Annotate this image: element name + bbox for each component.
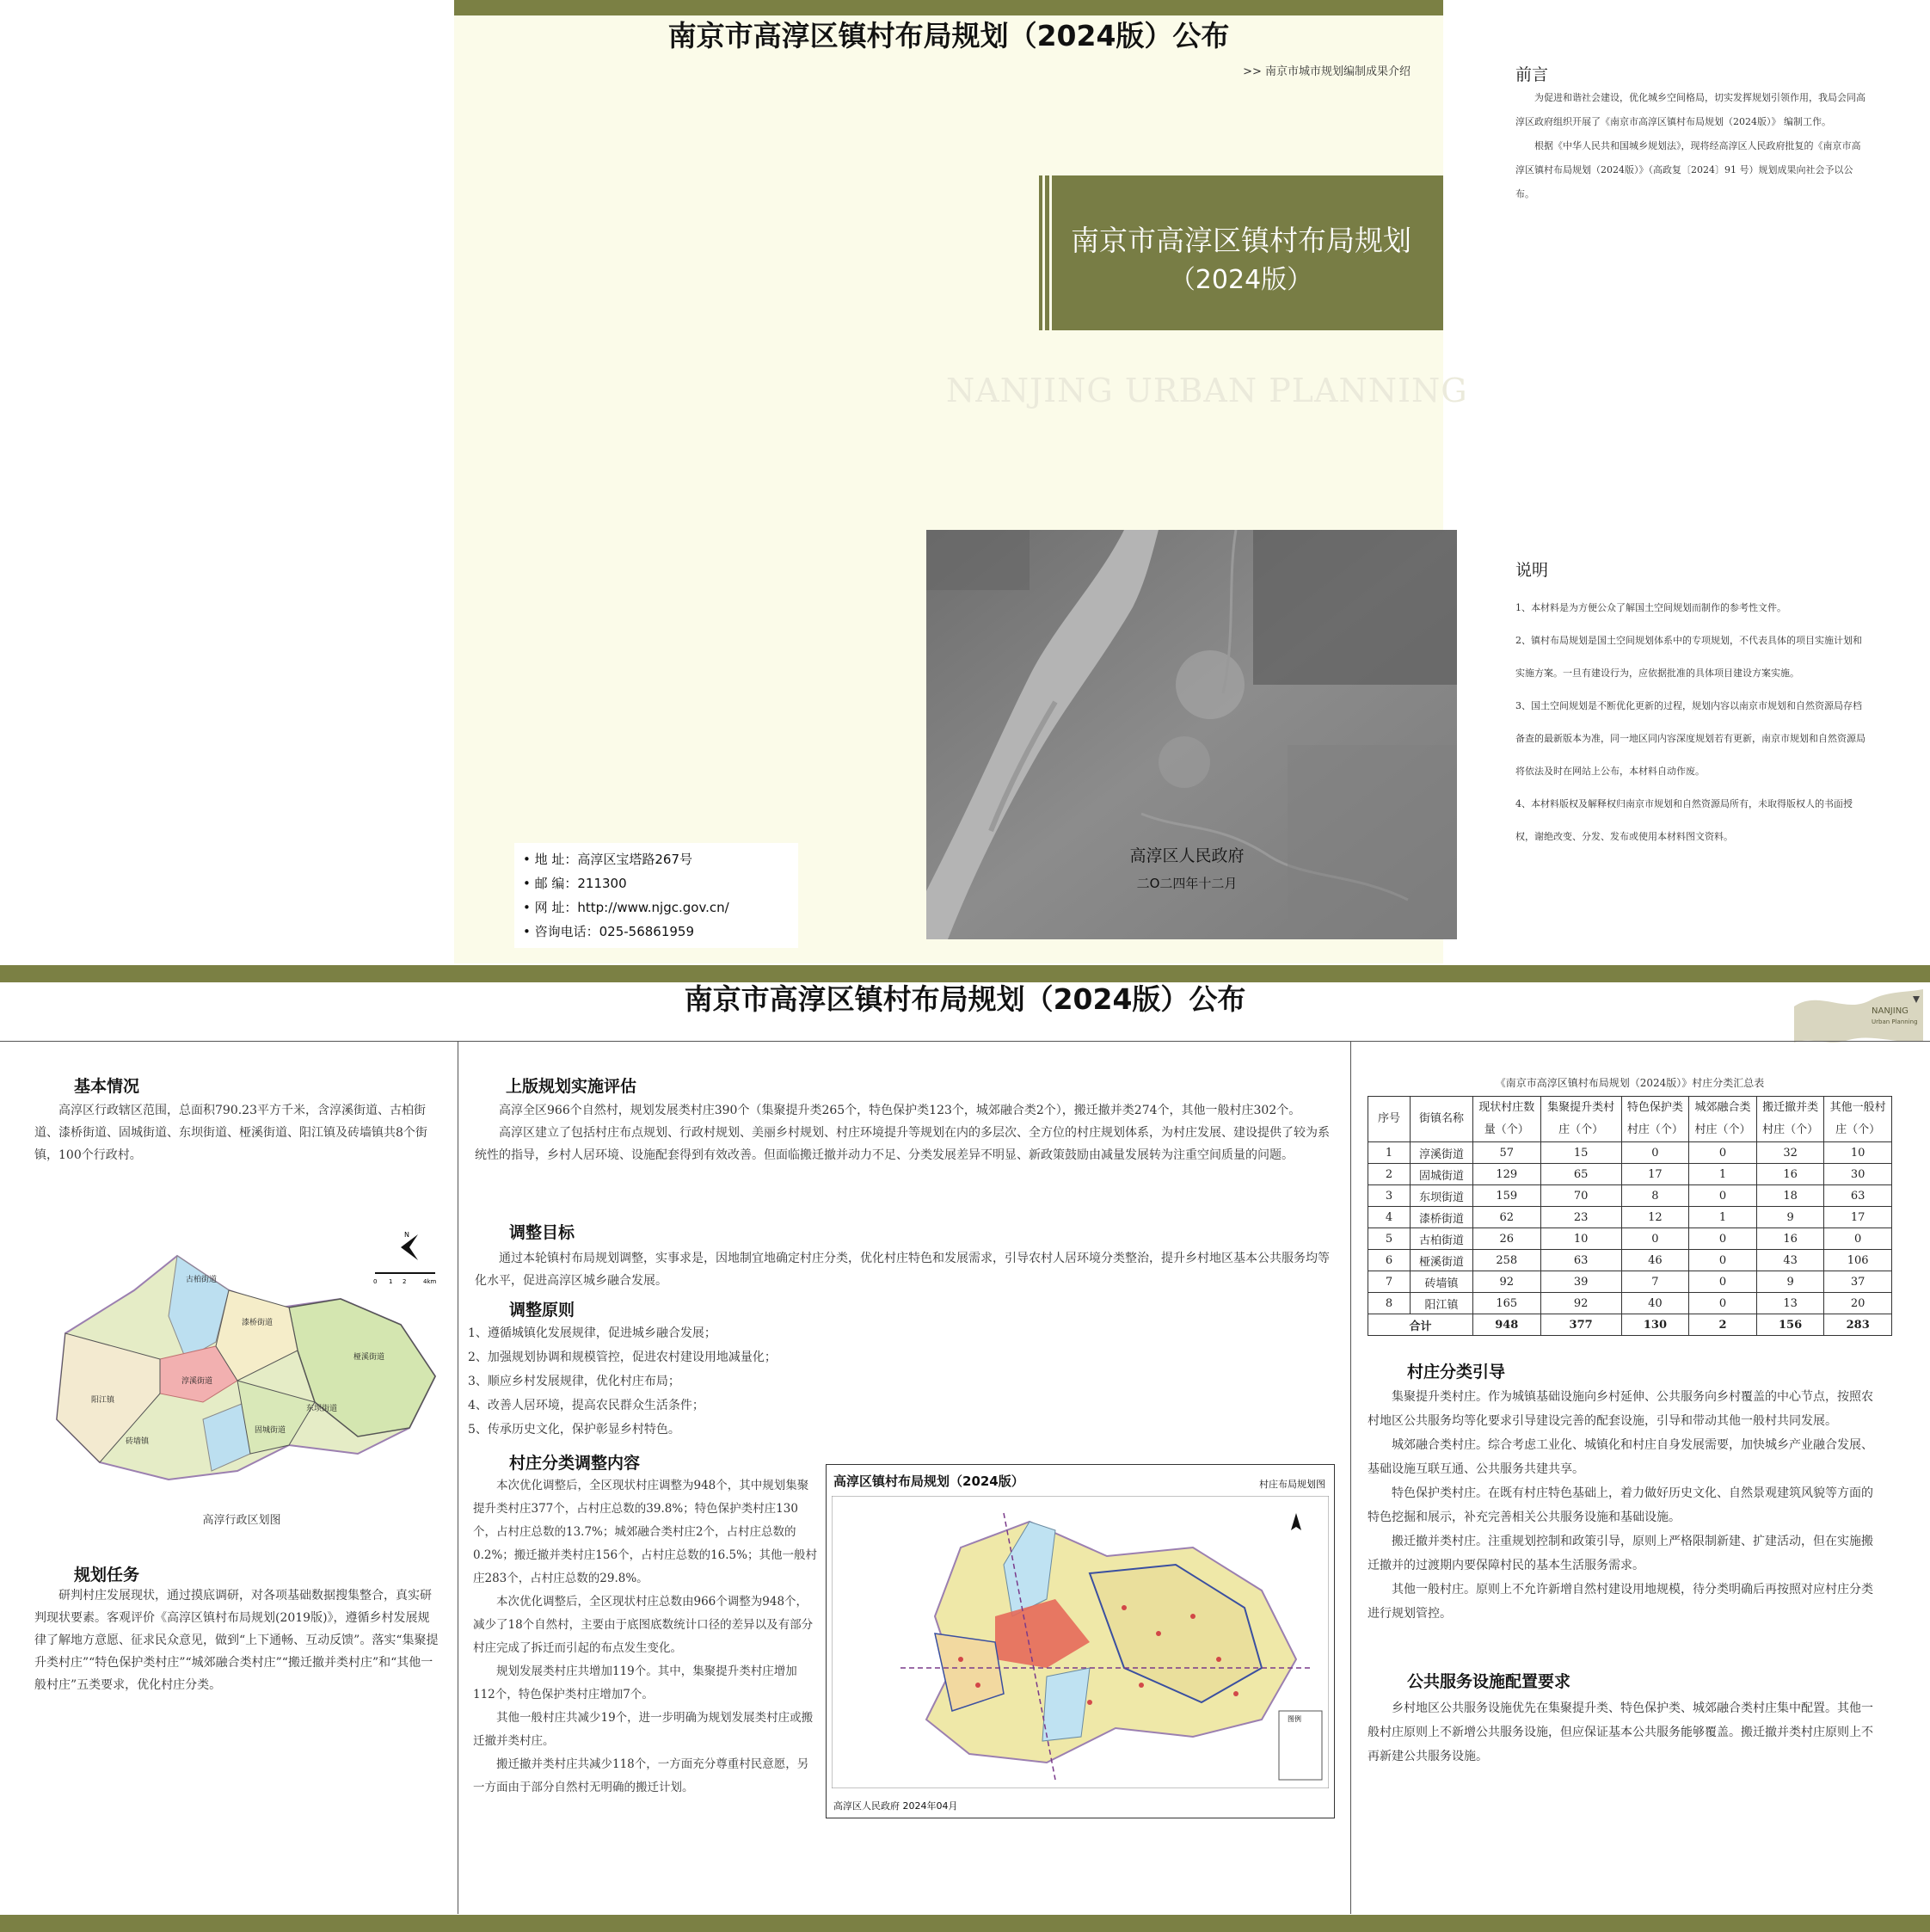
preface-body bbox=[1515, 86, 1868, 206]
scale-label: 0 bbox=[373, 1278, 378, 1285]
principle-item: 5、传承历史文化，保护彰显乡村特色。 bbox=[468, 1423, 680, 1437]
table-header-cell bbox=[1756, 1097, 1824, 1142]
table-header-text: 庄（个） bbox=[1835, 1123, 1881, 1136]
map-label: 古柏街道 bbox=[186, 1276, 218, 1284]
map-label: 漆桥街道 bbox=[242, 1319, 274, 1327]
table-cell: 6 bbox=[1368, 1250, 1411, 1271]
contact-phone: • 咨询电话：025-56861959 bbox=[523, 924, 695, 939]
table-header-cell bbox=[1540, 1097, 1621, 1142]
table-total-cell: 2 bbox=[1689, 1314, 1757, 1336]
plan-map-footer: 高淳区人民政府 2024年04月 bbox=[833, 1800, 958, 1812]
table-cell: 92 bbox=[1540, 1293, 1621, 1314]
table-cell: 92 bbox=[1473, 1271, 1541, 1293]
table-cell: 2 bbox=[1368, 1164, 1411, 1185]
table-cell: 37 bbox=[1824, 1271, 1892, 1293]
table-cell: 漆桥街道 bbox=[1411, 1207, 1473, 1228]
principles-heading: 调整原则 bbox=[509, 1301, 575, 1320]
scale-label: 2 bbox=[403, 1278, 407, 1285]
adjust-heading: 村庄分类调整内容 bbox=[509, 1454, 641, 1473]
table-cell: 7 bbox=[1621, 1271, 1689, 1293]
bottom-top-bar bbox=[0, 965, 1930, 982]
table-cell: 古柏街道 bbox=[1411, 1228, 1473, 1250]
table-cell: 258 bbox=[1473, 1250, 1541, 1271]
table-cell: 30 bbox=[1824, 1164, 1892, 1185]
principle-item: 1、遵循城镇化发展规律，促进城乡融合发展； bbox=[468, 1326, 716, 1340]
note-item: 2、镇村布局规划是国土空间规划体系中的专项规划，不代表具体的项目实施计划和实施方案。一旦有建设行为，应依据批准的具体项目建设方案实施。 bbox=[1515, 635, 1862, 679]
guide-paragraph: 其他一般村庄。原则上不允许新增自然村建设用地规模，待分类明确后再按照对应村庄分类进行规划管控。 bbox=[1368, 1583, 1873, 1621]
compass-icon bbox=[401, 1231, 418, 1260]
table-header-text: 城郊融合类 bbox=[1694, 1101, 1751, 1114]
cover-title: 南京市高淳区镇村布局规划（2024版）公布 bbox=[667, 19, 1230, 52]
table-cell: 16 bbox=[1756, 1164, 1824, 1185]
table-cell: 砖墙镇 bbox=[1411, 1271, 1473, 1293]
table-row bbox=[1368, 1271, 1892, 1293]
basic-text bbox=[34, 1099, 440, 1166]
table-cell: 10 bbox=[1540, 1228, 1621, 1250]
table-header-text: 村庄（个） bbox=[1762, 1123, 1819, 1136]
table-total-cell: 283 bbox=[1824, 1314, 1892, 1336]
cover-top-bar bbox=[454, 0, 1443, 15]
contact-postcode: • 邮 编：211300 bbox=[523, 876, 627, 891]
note-item: 4、本材料版权及解释权归南京市规划和自然资源局所有，未取得版权人的书面授权，谢绝改变、分发、发布或使用本材料图文资料。 bbox=[1515, 798, 1853, 842]
plan-map-title: 高淳区镇村布局规划（2024版） bbox=[833, 1474, 1024, 1489]
preface-paragraph: 根据《中华人民共和国城乡规划法》，现将经高淳区人民政府批复的《南京市高淳区镇村布局规划（2024版）》（高政复〔2024〕91 号）规划成果向社会予以公布。 bbox=[1515, 140, 1861, 200]
contact-address: • 地 址：高淳区宝塔路267号 bbox=[523, 852, 693, 867]
table-cell: 18 bbox=[1756, 1185, 1824, 1207]
table-cell: 1 bbox=[1689, 1164, 1757, 1185]
table-cell: 20 bbox=[1824, 1293, 1892, 1314]
logo-text: NANJING bbox=[1872, 1006, 1908, 1016]
guide-paragraph: 特色保护类村庄。在既有村庄特色基础上，着力做好历史文化、自然景观建筑风貌等方面的特色挖掘和展示，补充完善相关公共服务设施和基础设施。 bbox=[1368, 1486, 1873, 1524]
guide-paragraph: 搬迁撤并类村庄。注重规划控制和政策引导，原则上严格限制新建、扩建活动，但在实施搬迁撤并的过渡期内要保障村民的基本生活服务需求。 bbox=[1368, 1535, 1873, 1572]
table-header-text: 村庄（个） bbox=[1694, 1123, 1751, 1136]
table-header-cell bbox=[1473, 1097, 1541, 1142]
table-cell: 1 bbox=[1368, 1142, 1411, 1164]
task-text bbox=[34, 1584, 440, 1696]
guide-heading: 村庄分类引导 bbox=[1407, 1363, 1506, 1381]
table-cell: 0 bbox=[1689, 1228, 1757, 1250]
table-cell: 0 bbox=[1824, 1228, 1892, 1250]
adjust-paragraph: 本次优化调整后，全区现状村庄总数由966个调整为948个，减少了18个自然村，主要由于底图底数统计口径的差异以及有部分村庄完成了拆迁而引起的布点发生变化。 bbox=[473, 1595, 814, 1655]
adjust-paragraph: 本次优化调整后，全区现状村庄调整为948个，其中规划集聚提升类村庄377个，占村庄总数的39.8%；特色保护类村庄130个，占村庄总数的13.7%；城郊融合类村庄2个，占村庄总数的0.2%；搬迁撤并类村庄156个，占村庄总数的16.5%；其他一般村庄283个，占村庄总数的29.8%。 bbox=[473, 1479, 817, 1585]
table-row bbox=[1368, 1142, 1892, 1164]
principles-list bbox=[468, 1321, 1328, 1442]
goal-text bbox=[475, 1247, 1335, 1292]
cover-subnav-link[interactable]: >> 南京市城市规划编制成果介绍 bbox=[1243, 65, 1411, 78]
evaluation-text bbox=[475, 1099, 1335, 1166]
table-cell: 39 bbox=[1540, 1271, 1621, 1293]
plan-title-line1: 南京市高淳区镇村布局规划 bbox=[1071, 224, 1411, 257]
table-cell: 165 bbox=[1473, 1293, 1541, 1314]
table-header-cell bbox=[1689, 1097, 1757, 1142]
table-total-cell: 合计 bbox=[1368, 1314, 1473, 1336]
map-label: 淳溪街道 bbox=[181, 1377, 213, 1386]
north-label: N bbox=[404, 1231, 409, 1239]
table-cell: 40 bbox=[1621, 1293, 1689, 1314]
guide-paragraph: 集聚提升类村庄。作为城镇基础设施向乡村延伸、公共服务向乡村覆盖的中心节点，按照农村地区公共服务均等化要求引导建设完善的配套设施，引导和带动其他一般村共同发展。 bbox=[1368, 1390, 1873, 1428]
logo-subtext: Urban Planning bbox=[1872, 1018, 1918, 1025]
principle-item: 4、改善人居环境，提高农民群众生活条件； bbox=[468, 1399, 704, 1412]
bottom-title: 南京市高淳区镇村布局规划（2024版）公布 bbox=[684, 982, 1246, 1016]
table-total-row bbox=[1368, 1314, 1892, 1336]
principle-item: 3、顺应乡村发展规律，优化村庄布局； bbox=[468, 1375, 680, 1388]
table-row bbox=[1368, 1164, 1892, 1185]
table-header-cell bbox=[1621, 1097, 1689, 1142]
bottom-bottom-bar bbox=[0, 1915, 1930, 1932]
table-total-cell: 130 bbox=[1621, 1314, 1689, 1336]
table-row bbox=[1368, 1228, 1892, 1250]
map-label: 固城街道 bbox=[255, 1426, 286, 1435]
table-cell: 0 bbox=[1689, 1185, 1757, 1207]
table-cell: 8 bbox=[1621, 1185, 1689, 1207]
table-row bbox=[1368, 1185, 1892, 1207]
table-cell: 0 bbox=[1621, 1142, 1689, 1164]
table-cell: 0 bbox=[1621, 1228, 1689, 1250]
table-cell: 3 bbox=[1368, 1185, 1411, 1207]
watermark-text: NANJING URBAN PLANNING bbox=[946, 372, 1468, 409]
table-header-text: 量（个） bbox=[1484, 1123, 1529, 1136]
map-label: 桠溪街道 bbox=[353, 1353, 385, 1362]
facility-paragraph: 乡村地区公共服务设施优先在集聚提升类、特色保护类、城郊融合类村庄集中配置。其他一般村庄原则上不新增公共服务设施，但应保证基本公共服务能够覆盖。搬迁撤并类村庄原则上不再新建公共服务设施。 bbox=[1368, 1701, 1873, 1763]
evaluation-heading: 上版规划实施评估 bbox=[506, 1077, 637, 1096]
table-cell: 17 bbox=[1621, 1164, 1689, 1185]
adjust-paragraph: 搬迁撤并类村庄共减少118个，一方面充分尊重村民意愿，另一方面由于部分自然村无明确的搬迁计划。 bbox=[473, 1757, 809, 1794]
table-total-cell: 948 bbox=[1473, 1314, 1541, 1336]
table-cell: 13 bbox=[1756, 1293, 1824, 1314]
table-cell: 阳江镇 bbox=[1411, 1293, 1473, 1314]
cover-authority: 高淳区人民政府 bbox=[1129, 846, 1245, 865]
table-row bbox=[1368, 1293, 1892, 1314]
table-cell: 桠溪街道 bbox=[1411, 1250, 1473, 1271]
scale-label: 1 bbox=[389, 1278, 393, 1285]
table-cell: 9 bbox=[1756, 1271, 1824, 1293]
notes-body bbox=[1515, 592, 1868, 853]
preface-paragraph: 为促进和谐社会建设，优化城乡空间格局，切实发挥规划引领作用，我局会同高淳区政府组织开展了《南京市高淳区镇村布局规划（2024版）》 编制工作。 bbox=[1515, 92, 1865, 127]
column-divider bbox=[1350, 1041, 1351, 1914]
table-cell: 57 bbox=[1473, 1142, 1541, 1164]
table-header-text: 现状村庄数 bbox=[1478, 1101, 1535, 1114]
guide-text bbox=[1368, 1385, 1884, 1626]
table-cell: 63 bbox=[1824, 1185, 1892, 1207]
table-cell: 5 bbox=[1368, 1228, 1411, 1250]
table-body bbox=[1368, 1142, 1892, 1336]
table-cell: 62 bbox=[1473, 1207, 1541, 1228]
note-item: 3、国土空间规划是不断优化更新的过程，规划内容以南京市规划和自然资源局存档备查的最新版本为准，同一地区同内容深度规划若有更新，南京市规划和自然资源局将依法及时在网站上公布，本材料自动作废。 bbox=[1515, 700, 1865, 777]
table-header-text: 集聚提升类村 bbox=[1547, 1101, 1615, 1114]
table-cell: 淳溪街道 bbox=[1411, 1142, 1473, 1164]
table-header-text: 村庄（个） bbox=[1626, 1123, 1683, 1136]
scale-bar bbox=[373, 1273, 437, 1285]
table-cell: 63 bbox=[1540, 1250, 1621, 1271]
table-total-cell: 377 bbox=[1540, 1314, 1621, 1336]
table-header-text: 序号 bbox=[1377, 1112, 1400, 1125]
map-label: 阳江镇 bbox=[91, 1396, 115, 1405]
table-header-text: 庄（个） bbox=[1558, 1123, 1604, 1136]
table-cell: 10 bbox=[1824, 1142, 1892, 1164]
table-cell: 4 bbox=[1368, 1207, 1411, 1228]
nanjing-planning-logo bbox=[1794, 981, 1923, 1049]
table-cell: 0 bbox=[1689, 1250, 1757, 1271]
table-cell: 32 bbox=[1756, 1142, 1824, 1164]
table-cell: 9 bbox=[1756, 1207, 1824, 1228]
table-header-text: 搬迁撤并类 bbox=[1762, 1101, 1819, 1114]
goal-paragraph: 通过本轮镇村布局规划调整，实事求是，因地制宜地确定村庄分类，优化村庄特色和发展需求，引导农村人居环境分类整治，提升乡村地区基本公共服务均等化水平，促进高淳区城乡融合发展。 bbox=[475, 1252, 1330, 1288]
table-caption: 《南京市高淳区镇村布局规划（2024版）》村庄分类汇总表 bbox=[1495, 1077, 1765, 1089]
table-cell: 7 bbox=[1368, 1271, 1411, 1293]
table-header-row bbox=[1368, 1097, 1892, 1142]
adjust-text bbox=[473, 1474, 817, 1800]
cover-date: 二O二四年十二月 bbox=[1136, 876, 1238, 891]
adjust-paragraph: 其他一般村庄共减少19个，进一步明确为规划发展类村庄或搬迁撤并类村庄。 bbox=[473, 1711, 814, 1748]
evaluation-paragraph: 高淳全区966个自然村，规划发展类村庄390个（集聚提升类265个，特色保护类123个，城郊融合类2个），搬迁撤并类274个，其他一般村庄302个。 bbox=[499, 1104, 1301, 1117]
map-label: 砖墙镇 bbox=[126, 1437, 150, 1446]
task-heading: 规划任务 bbox=[74, 1566, 140, 1584]
table-cell: 0 bbox=[1689, 1271, 1757, 1293]
table-cell: 17 bbox=[1824, 1207, 1892, 1228]
adjust-paragraph: 规划发展类村庄共增加119个。其中，集聚提升类村庄增加112个，特色保护类村庄增加7个。 bbox=[473, 1664, 797, 1701]
table-cell: 15 bbox=[1540, 1142, 1621, 1164]
plan-map-legend-label: 图例 bbox=[1288, 1715, 1301, 1723]
plan-map-graphic bbox=[832, 1496, 1329, 1788]
table-cell: 46 bbox=[1621, 1250, 1689, 1271]
admin-division-map bbox=[31, 1230, 452, 1497]
note-item: 1、本材料是为方便公众了解国土空间规划而制作的参考性文件。 bbox=[1515, 602, 1786, 613]
table-cell: 1 bbox=[1689, 1207, 1757, 1228]
table-cell: 129 bbox=[1473, 1164, 1541, 1185]
admin-map-caption: 高淳行政区划图 bbox=[202, 1514, 281, 1527]
table-cell: 70 bbox=[1540, 1185, 1621, 1207]
table-cell: 26 bbox=[1473, 1228, 1541, 1250]
basic-heading: 基本情况 bbox=[74, 1077, 140, 1096]
table-cell: 159 bbox=[1473, 1185, 1541, 1207]
village-layout-plan-map bbox=[826, 1464, 1335, 1818]
table-cell: 23 bbox=[1540, 1207, 1621, 1228]
plan-map-subtitle: 村庄布局规划图 bbox=[1259, 1479, 1325, 1490]
table-cell: 43 bbox=[1756, 1250, 1824, 1271]
table-header-text: 街镇名称 bbox=[1418, 1112, 1464, 1125]
notes-heading: 说明 bbox=[1515, 561, 1549, 580]
scale-label: 4km bbox=[423, 1278, 437, 1285]
table-cell: 固城街道 bbox=[1411, 1164, 1473, 1185]
plan-title-line2: （2024版） bbox=[1169, 265, 1313, 295]
plan-title-box bbox=[1039, 175, 1443, 330]
table-row bbox=[1368, 1207, 1892, 1228]
table-header-text: 其他一般村 bbox=[1829, 1101, 1886, 1114]
table-header-cell bbox=[1411, 1097, 1473, 1142]
facility-heading: 公共服务设施配置要求 bbox=[1407, 1672, 1571, 1691]
table-cell: 16 bbox=[1756, 1228, 1824, 1250]
table-cell: 12 bbox=[1621, 1207, 1689, 1228]
goal-heading: 调整目标 bbox=[509, 1223, 575, 1242]
basic-paragraph: 高淳区行政辖区范围，总面积790.23平方千米，含淳溪街道、古柏街道、漆桥街道、固城街道、东坝街道、桠溪街道、阳江镇及砖墙镇共8个街镇，100个行政村。 bbox=[34, 1104, 427, 1162]
table-cell: 8 bbox=[1368, 1293, 1411, 1314]
table-cell: 0 bbox=[1689, 1293, 1757, 1314]
village-summary-table bbox=[1368, 1096, 1892, 1336]
contact-box bbox=[514, 843, 798, 948]
table-total-cell: 156 bbox=[1756, 1314, 1824, 1336]
table-header-cell bbox=[1824, 1097, 1892, 1142]
facility-text bbox=[1368, 1696, 1884, 1769]
table-cell: 0 bbox=[1689, 1142, 1757, 1164]
evaluation-paragraph: 高淳区建立了包括村庄布点规划、行政村规划、美丽乡村规划、村庄环境提升等规划在内的多层次、全方位的村庄规划体系，为村庄发展、建设提供了较为系统性的指导，乡村人居环境、设施配套得到有效改善。但面临搬迁撤并动力不足、分类发展差异不明显、新政策鼓励由减量发展转为注重空间质量的问题。 bbox=[475, 1126, 1330, 1162]
map-label: 东坝街道 bbox=[306, 1405, 338, 1413]
guide-paragraph: 城郊融合类村庄。综合考虑工业化、城镇化和村庄自身发展需要，加快城乡产业融合发展、基础设施互联互通、公共服务共建共享。 bbox=[1368, 1438, 1873, 1476]
contact-website-link[interactable]: • 网 址：http://www.njgc.gov.cn/ bbox=[523, 900, 729, 915]
table-header-cell bbox=[1368, 1097, 1411, 1142]
table-cell: 106 bbox=[1824, 1250, 1892, 1271]
table-row bbox=[1368, 1250, 1892, 1271]
task-paragraph: 研判村庄发展现状，通过摸底调研，对各项基础数据搜集整合，真实研判现状要素。客观评价《高淳区镇村布局规划(2019版)》，遵循乡村发展规律了解地方意愿、征求民众意见，做到“上下通畅、互动反馈”。落实“集聚提升类村庄”“特色保护类村庄”“城郊融合类村庄”“搬迁撤并类村庄”和“其他一般村庄”五类要求，优化村庄分类。 bbox=[34, 1589, 439, 1692]
table-cell: 65 bbox=[1540, 1164, 1621, 1185]
admin-map-graphic bbox=[31, 1230, 452, 1497]
table-cell: 东坝街道 bbox=[1411, 1185, 1473, 1207]
preface-heading: 前言 bbox=[1515, 65, 1549, 84]
principle-item: 2、加强规划协调和规模管控，促进农村建设用地减量化； bbox=[468, 1351, 777, 1364]
table-header-text: 特色保护类 bbox=[1626, 1101, 1683, 1114]
